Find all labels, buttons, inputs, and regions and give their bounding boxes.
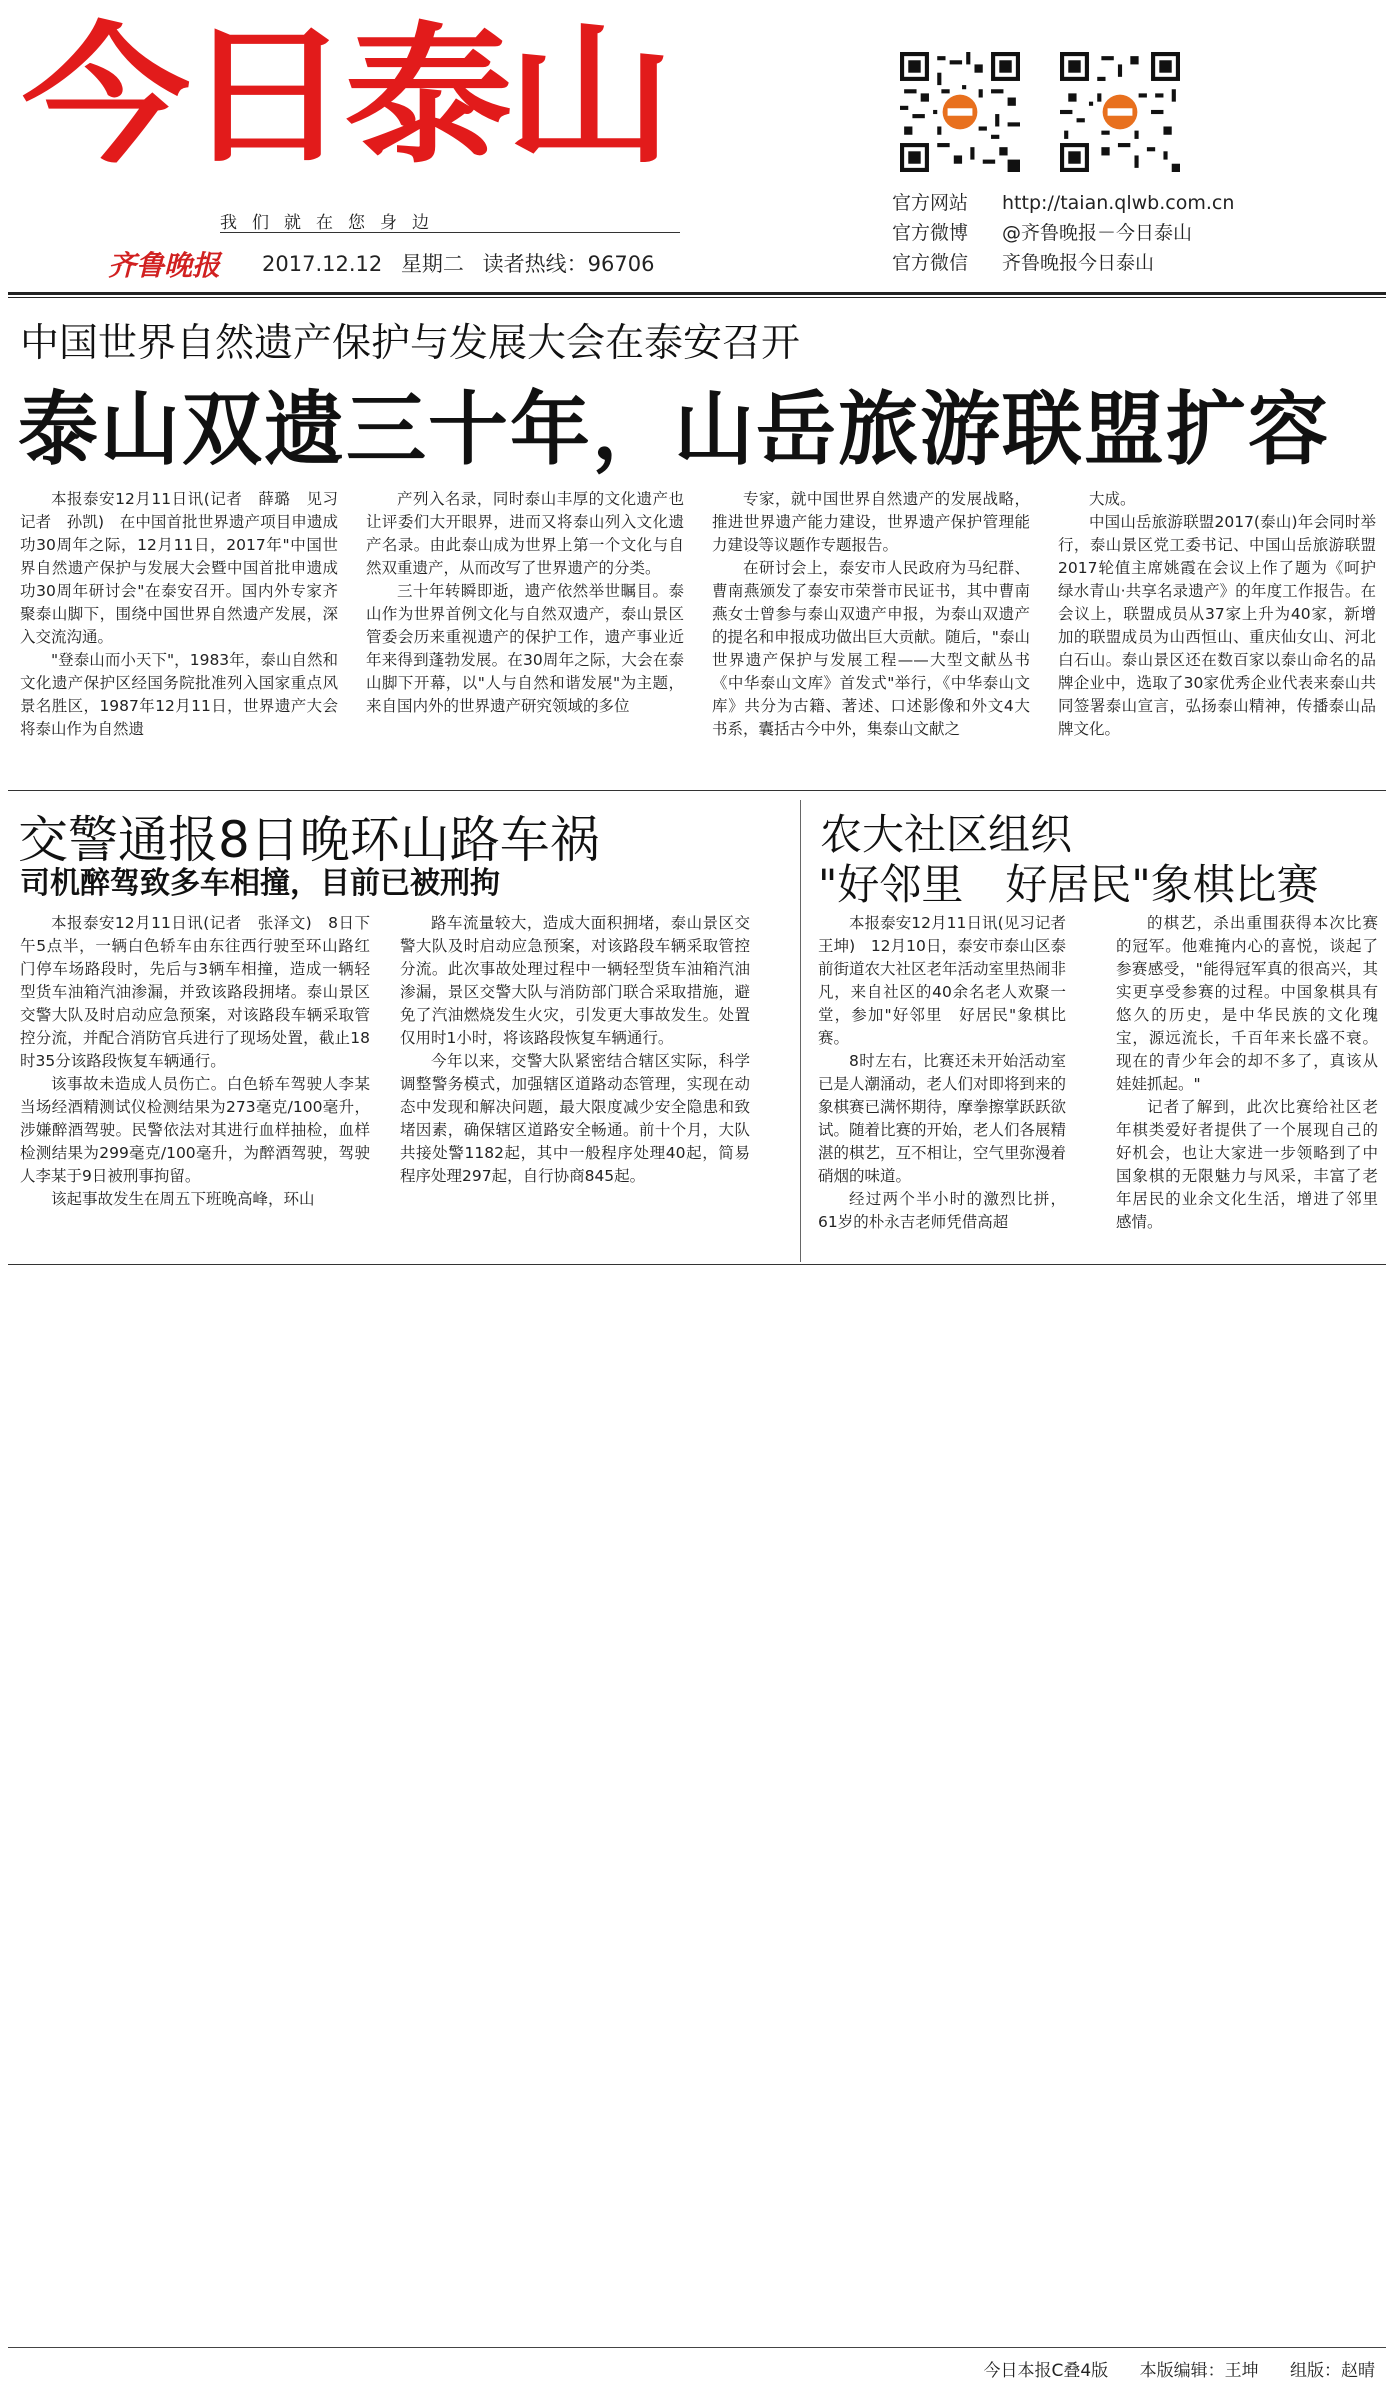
lead-headline: 泰山双遗三十年，山岳旅游联盟扩容 bbox=[18, 383, 1330, 476]
section-divider bbox=[8, 1264, 1386, 1265]
official-weibo-value: @齐鲁晚报－今日泰山 bbox=[1002, 222, 1193, 244]
masthead-title: 今日泰山 bbox=[22, 10, 668, 184]
traffic-headline: 交警通报8日晚环山路车祸 bbox=[18, 811, 600, 869]
traffic-paragraph: 该事故未造成人员伤亡。白色轿车驾驶人李某当场经酒精测试仪检测结果为273毫克/100毫升，涉嫌醉酒驾驶。民警依法对其进行血样抽检，血样检测结果为299毫克/100毫升，为醉酒驾驶，驾驶人李某于9日被刑事拘留。 bbox=[20, 1075, 370, 1185]
traffic-paragraph: 路车流量较大，造成大面积拥堵，泰山景区交警大队及时启动应急预案，对该路段车辆采取管控分流。此次事故处理过程中一辆轻型货车油箱汽油渗漏，景区交警大队与消防部门联合采取措施，避免了汽油燃烧发生火灾，引发更大事故发生。处置仅用时1小时，将该路段恢复车辆通行。 bbox=[400, 914, 750, 1047]
traffic-paragraph: 本报泰安12月11日讯(记者 张泽文) 8日下午5点半，一辆白色轿车由东往西行驶至环山路红门停车场路段时，先后与3辆车相撞，造成一辆轻型货车油箱汽油渗漏，并致该路段拥堵。泰山景区交警大队及时启动应急预案，对该路段车辆采取管控分流，并配合消防官兵进行了现场处置，截止18时35分该路段恢复车辆通行。 bbox=[20, 914, 370, 1070]
lead-paragraph: 三十年转瞬即逝，遗产依然举世瞩目。泰山作为世界首例文化与自然双遗产，泰山景区管委会历来重视遗产的保护工作，遗产事业近年来得到蓬勃发展。在30周年之际，大会在泰山脚下开幕，以"人与自然和谐发展"为主题，来自国内外的世界遗产研究领域的多位 bbox=[366, 582, 684, 715]
traffic-column-2 bbox=[400, 912, 750, 1188]
lead-paragraph: 本报泰安12月11日讯(记者 薛璐 见习记者 孙凯) 在中国首批世界遗产项目申遗成功30周年之际，12月11日，2017年"中国世界自然遗产保护与发展大会暨中国首批申遗成功30周年研讨会"在泰安召开。国内外专家齐聚泰山脚下，围绕中国世界自然遗产发展，深入交流沟通。 bbox=[20, 490, 338, 646]
traffic-subhead: 司机醉驾致多车相撞，目前已被刑拘 bbox=[20, 866, 500, 901]
column-divider bbox=[800, 800, 801, 1262]
official-website-label: 官方网站 bbox=[892, 192, 969, 214]
header-divider-thin bbox=[8, 297, 1386, 298]
official-weibo-label: 官方微博 bbox=[892, 222, 969, 244]
qr-code-icon bbox=[1060, 52, 1180, 172]
traffic-column-1 bbox=[20, 912, 370, 1211]
chess-headline-1: 农大社区组织 bbox=[820, 810, 1073, 859]
page-footer bbox=[958, 2356, 1376, 2381]
official-wechat bbox=[892, 250, 1154, 276]
lead-column-4 bbox=[1058, 488, 1376, 741]
official-website bbox=[892, 190, 1234, 216]
section-divider bbox=[8, 790, 1386, 791]
lead-paragraph: 专家，就中国世界自然遗产的发展战略，推进世界遗产能力建设，世界遗产保护管理能力建设等议题作专题报告。 bbox=[712, 490, 1030, 554]
official-wechat-label: 官方微信 bbox=[892, 252, 969, 274]
issue-weekday: 星期二 bbox=[400, 252, 464, 276]
traffic-paragraph: 今年以来，交警大队紧密结合辖区实际，科学调整警务模式，加强辖区道路动态管理，实现在动态中发现和解决问题，最大限度减少安全隐患和致堵因素，确保辖区道路安全畅通。前十个月，大队共接处警1182起，其中一般程序处理40起，简易程序处理297起，自行协商845起。 bbox=[400, 1052, 750, 1185]
masthead-slogan: 我们就在您身边 bbox=[220, 213, 444, 233]
footer-page: 今日本报C叠4版 bbox=[983, 2361, 1109, 2381]
chess-paragraph: 本报泰安12月11日讯(见习记者 王坤) 12月10日，泰安市泰山区泰前街道农大社区老年活动室里热闹非凡，来自社区的40余名老人欢聚一堂，参加"好邻里 好居民"象棋比赛。 bbox=[818, 914, 1082, 1047]
lead-paragraph: 中国山岳旅游联盟2017(泰山)年会同时举行，泰山景区党工委书记、中国山岳旅游联盟2017轮值主席姚霞在会议上作了题为《呵护绿水青山·共享名录遗产》的年度工作报告。在会议上，联盟成员从37家上升为40家，新增加的联盟成员为山西恒山、重庆仙女山、河北白石山。泰山景区还在数百家以泰山命名的品牌企业中，选取了30家优秀企业代表来泰山共同签署泰山宣言，弘扬泰山精神，传播泰山品牌文化。 bbox=[1058, 513, 1376, 738]
lead-column-3 bbox=[712, 488, 1030, 741]
lead-paragraph: "登泰山而小天下"，1983年，泰山自然和文化遗产保护区经国务院批准列入国家重点风景名胜区，1987年12月11日，世界遗产大会将泰山作为自然遗 bbox=[20, 651, 338, 738]
chess-paragraph: 经过两个半小时的激烈比拼，61岁的朴永吉老师凭借高超 bbox=[818, 1190, 1066, 1231]
chess-paragraph: 的棋艺，杀出重围获得本次比赛的冠军。他难掩内心的喜悦，谈起了参赛感受，"能得冠军真的很高兴，其实更享受参赛的过程。中国象棋具有悠久的历史，是中华民族的文化瑰宝，源远流长，千百年来长盛不衰。现在的青少年会的却不多了，真该从娃娃抓起。" bbox=[1116, 914, 1378, 1093]
footer-divider bbox=[8, 2347, 1386, 2348]
footer-designer: 组版：赵晴 bbox=[1290, 2361, 1375, 2381]
masthead-divider bbox=[220, 232, 680, 233]
footer-editor: 本版编辑：王坤 bbox=[1139, 2361, 1259, 2381]
issue-date: 2017.12.12 bbox=[262, 252, 383, 276]
chess-paragraph: 记者了解到，此次比赛给社区老年棋类爱好者提供了一个展现自己的好机会，也让大家进一步领略到了中国象棋的无限魅力与风采，丰富了老年居民的业余文化生活，增进了邻里感情。 bbox=[1116, 1098, 1378, 1231]
reader-hotline: 读者热线：96706 bbox=[482, 252, 655, 276]
chess-headline-2: "好邻里 好居民"象棋比赛 bbox=[818, 860, 1319, 909]
lead-paragraph: 大成。 bbox=[1089, 490, 1136, 508]
brand-logo-text: 齐鲁晚报 bbox=[108, 249, 221, 282]
qr-code-icon bbox=[900, 52, 1020, 172]
chess-paragraph: 8时左右，比赛还未开始活动室已是人潮涌动，老人们对即将到来的象棋赛已满怀期待，摩拳擦掌跃跃欲试。随着比赛的开始，老人们各展精湛的棋艺，互不相让，空气里弥漫着硝烟的味道。 bbox=[818, 1052, 1067, 1185]
chess-column-2 bbox=[1116, 912, 1378, 1234]
official-weibo bbox=[892, 220, 1192, 246]
lead-column-1 bbox=[20, 488, 338, 741]
lead-kicker: 中国世界自然遗产保护与发展大会在泰安召开 bbox=[20, 321, 801, 366]
chess-column-1 bbox=[818, 912, 1082, 1234]
traffic-paragraph: 该起事故发生在周五下班晚高峰，环山 bbox=[51, 1190, 315, 1208]
lead-column-2 bbox=[366, 488, 684, 718]
lead-paragraph: 在研讨会上，泰安市人民政府为马纪群、曹南燕颁发了泰安市荣誉市民证书，其中曹南燕女士曾参与泰山双遗产申报，为泰山双遗产的提名和申报成功做出巨大贡献。随后，"泰山世界遗产保护与发展工程——大型文献丛书《中华泰山文库》首发式"举行，《中华泰山文库》共分为古籍、著述、口述影像和外文4大书系，囊括古今中外，集泰山文献之 bbox=[712, 559, 1030, 738]
official-website-value[interactable]: http://taian.qlwb.com.cn bbox=[1002, 192, 1235, 214]
lead-paragraph: 产列入名录，同时泰山丰厚的文化遗产也让评委们大开眼界，进而又将泰山列入文化遗产名录。由此泰山成为世界上第一个文化与自然双重遗产，从而改写了世界遗产的分类。 bbox=[366, 490, 684, 577]
dateline bbox=[262, 248, 666, 278]
official-wechat-value: 齐鲁晚报今日泰山 bbox=[1002, 252, 1155, 274]
header-divider bbox=[8, 292, 1386, 295]
